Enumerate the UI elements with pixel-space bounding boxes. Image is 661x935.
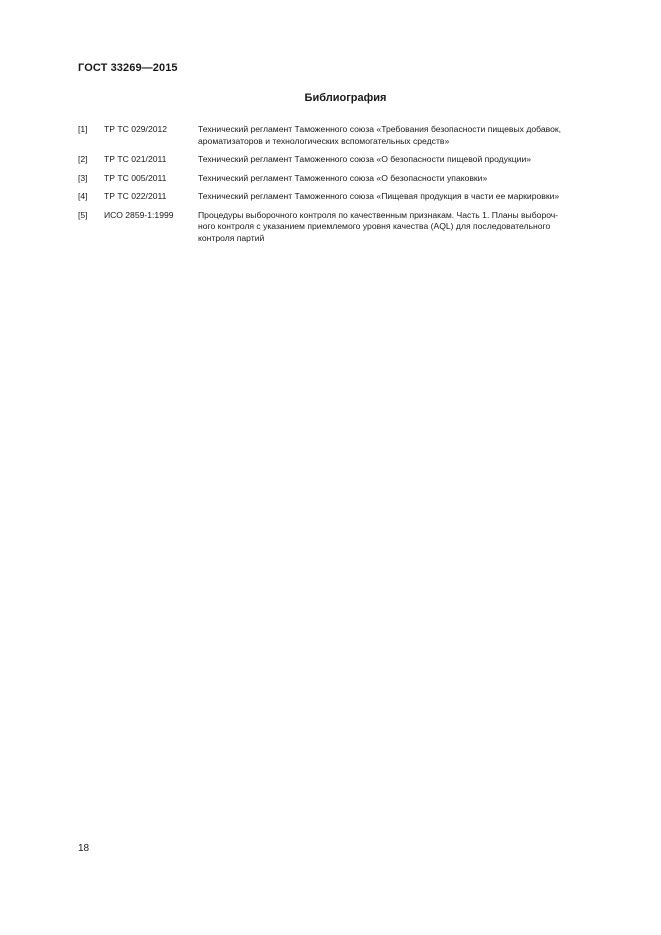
bibliography-entry-number: [5] bbox=[78, 209, 88, 220]
page-number: 18 bbox=[78, 843, 90, 854]
document-header-code: ГОСТ 33269—2015 bbox=[78, 62, 178, 74]
bibliography-list bbox=[78, 124, 618, 251]
bibliography-entry bbox=[78, 154, 618, 166]
bibliography-entry-code: ТР ТС 022/2011 bbox=[104, 191, 167, 201]
bibliography-entry-title: Процедуры выборочного контроля по качественным признакам. Часть 1. Планы выбороч- ного контроля с указанием приемлемого уровня качества (AQL) для последовательного контроля партий bbox=[198, 209, 559, 243]
bibliography-entry-number: [4] bbox=[78, 191, 88, 201]
bibliography-entry-code: ИСО 2859-1:1999 bbox=[104, 209, 174, 220]
bibliography-entry-code: ТР ТС 005/2011 bbox=[104, 172, 167, 183]
bibliography-entry bbox=[78, 210, 618, 245]
bibliography-entry-title: Технический регламент Таможенного союза «Требования безопасности пищевых добавок, ароматизаторов и технологических вспомогательных средств» bbox=[198, 124, 562, 146]
bibliography-entry-code: ТР ТС 021/2011 bbox=[104, 154, 167, 164]
bibliography-entry-number: [2] bbox=[78, 154, 88, 164]
bibliography-entry-title: Технический регламент Таможенного союза «Пищевая продукция в части ее маркировки» bbox=[198, 191, 560, 201]
bibliography-entry bbox=[78, 173, 618, 185]
bibliography-entry bbox=[78, 124, 618, 147]
bibliography-entry-code: ТР ТС 029/2012 bbox=[104, 124, 168, 134]
bibliography-entry-number: [3] bbox=[78, 172, 88, 183]
bibliography-entry-title: Технический регламент Таможенного союза «О безопасности пищевой продукции» bbox=[198, 154, 532, 164]
section-title: Библиография bbox=[304, 92, 387, 104]
bibliography-entry-title: Технический регламент Таможенного союза «О безопасности упаковки» bbox=[198, 172, 488, 183]
bibliography-entry-number: [1] bbox=[78, 124, 88, 134]
bibliography-entry bbox=[78, 191, 618, 203]
